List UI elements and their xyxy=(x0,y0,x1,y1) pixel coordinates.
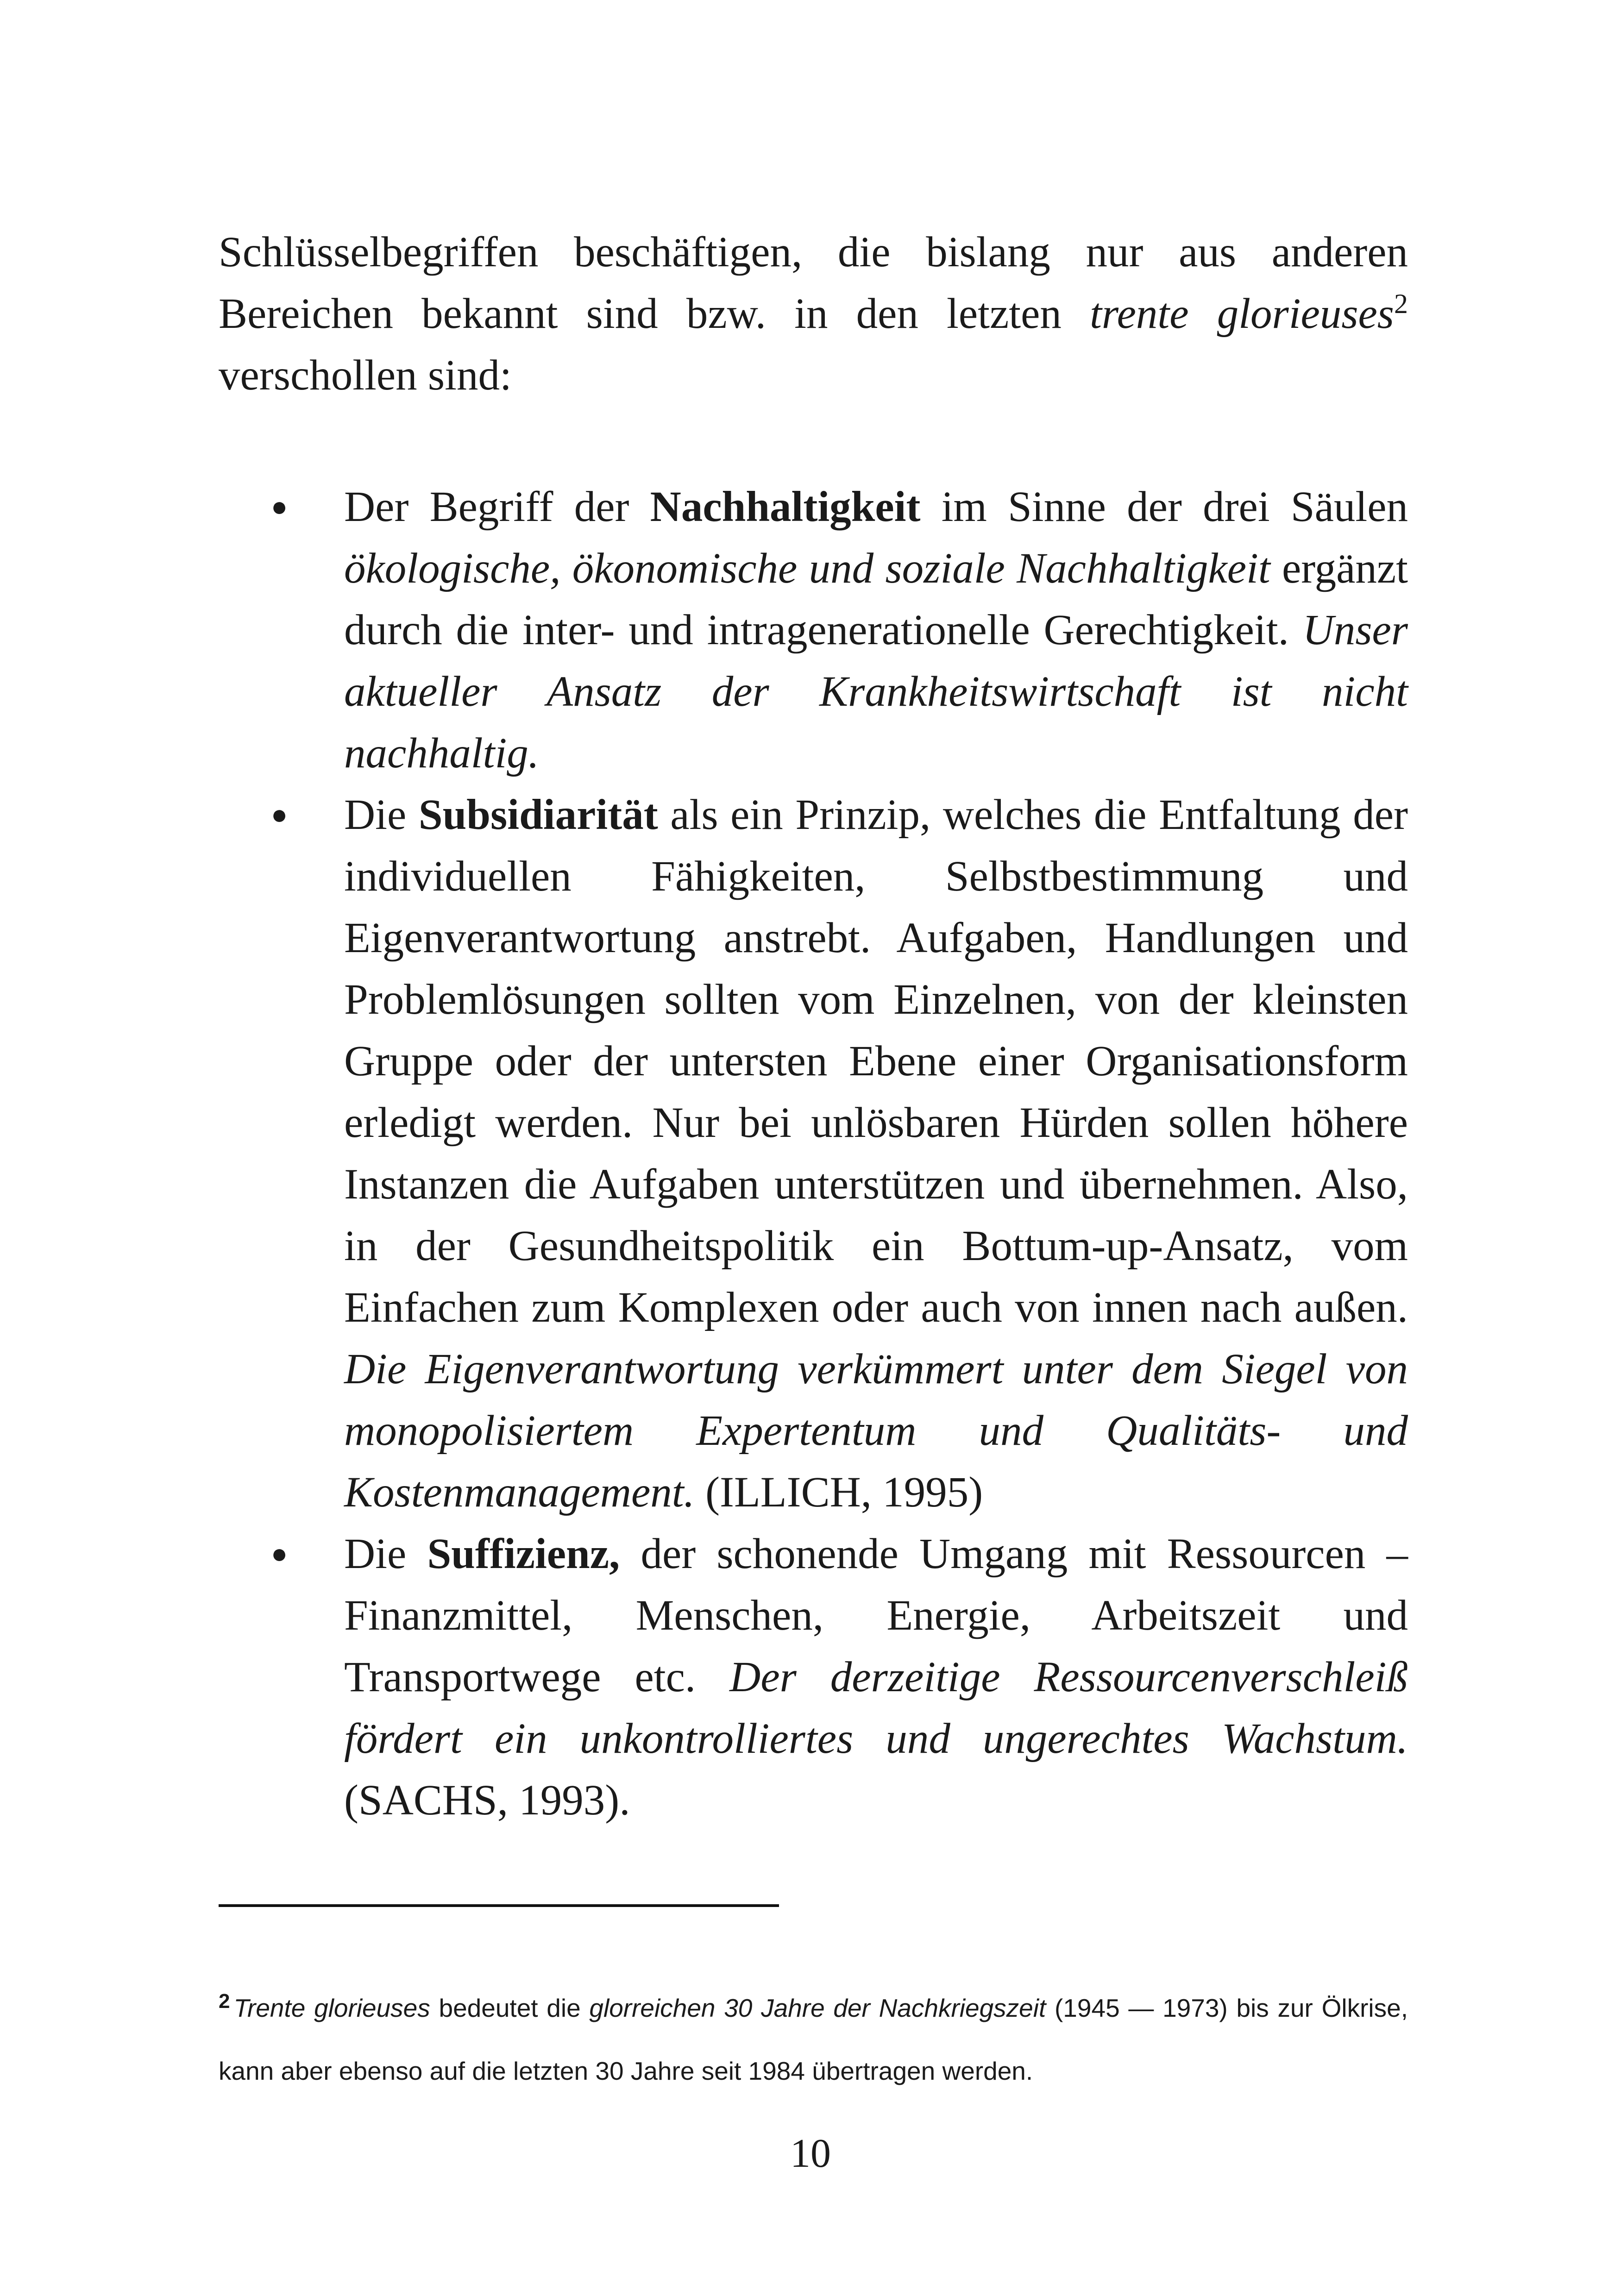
intro-text-end: verschollen sind: xyxy=(219,351,512,399)
list-item xyxy=(219,1523,1408,1831)
intro-italic: trente glorieuses xyxy=(1090,290,1394,338)
item-term: Subsidiarität xyxy=(418,791,658,839)
item-term: Nachhaltigkeit xyxy=(650,483,921,531)
item-text: als ein Prinzip, welches die Entfaltung der individuellen Fähigkeiten, Selbstbestimmung und Eigenverantwortung anstrebt. Aufgaben, Handlungen und Problemlösungen sollten vom Einzelnen, von der kleinsten Gruppe oder der untersten Ebene einer Organisationsform erledigt werden. Nur bei unlösbaren Hürden sollen höhere Instanzen die Aufgaben unterstützen und übernehmen. Also, in der Gesundheitspolitik ein Bottum-up-Ansatz, vom Einfachen zum Komplexen oder auch von innen nach außen. xyxy=(344,791,1408,1331)
item-lead: Die xyxy=(344,791,419,839)
item-lead: Der Begriff der xyxy=(344,483,650,531)
item-italic: Unser aktueller Ansatz der Krankheitswirtschaft ist nicht nachhaltig. xyxy=(344,606,1408,777)
footnote xyxy=(219,1976,1408,2102)
bullet-icon: ● xyxy=(271,491,288,522)
intro-text: Schlüsselbegriffen beschäftigen, die bislang nur aus anderen Bereichen bekannt sind bzw. in den letzten xyxy=(219,228,1408,338)
footnote-reference[interactable]: 2 xyxy=(1394,289,1408,319)
intro-paragraph xyxy=(219,221,1408,406)
footnote-text: (1945 — 1973) bis zur Ölkrise, kann aber ebenso auf die letzten 30 Jahre seit 1984 übertragen werden. xyxy=(219,1994,1408,2085)
footnote-divider xyxy=(219,1904,779,1907)
item-term: Suffizienz, xyxy=(427,1530,620,1578)
list-item xyxy=(219,476,1408,784)
list-item xyxy=(219,784,1408,1523)
item-text: (ILLICH, 1995) xyxy=(694,1468,983,1516)
footnote-italic: Trente glorieuses xyxy=(233,1994,430,2022)
item-italic: ökologische, ökonomische und soziale Nachhaltigkeit xyxy=(344,545,1270,592)
page-number: 10 xyxy=(790,2131,831,2176)
footnote-text: bedeutet die xyxy=(430,1994,590,2022)
item-text: ergänzt durch die inter- und intragenerationelle Gerechtigkeit. xyxy=(344,545,1408,654)
item-text: (SACHS, 1993). xyxy=(344,1776,630,1824)
item-text: im Sinne der drei Säulen xyxy=(920,483,1408,531)
item-lead: Die xyxy=(344,1530,427,1578)
item-italic: Der derzeitige Ressourcenverschleiß fördert ein unkontrolliertes und ungerechtes Wachstum. xyxy=(344,1653,1408,1763)
item-text: der schonende Umgang mit Ressourcen – Finanzmittel, Menschen, Energie, Arbeitszeit und Transportwege etc. xyxy=(344,1530,1408,1701)
bullet-icon: ● xyxy=(271,1538,288,1569)
bullet-icon: ● xyxy=(271,799,288,830)
footnote-italic: glorreichen 30 Jahre der Nachkriegszeit xyxy=(589,1994,1046,2022)
footnote-number: 2 xyxy=(219,1989,230,2013)
bullet-list xyxy=(219,476,1408,1831)
item-italic: Die Eigenverantwortung verkümmert unter dem Siegel von monopolisiertem Expertentum und Qualitäts- und Kostenmanagement. xyxy=(344,1345,1408,1516)
